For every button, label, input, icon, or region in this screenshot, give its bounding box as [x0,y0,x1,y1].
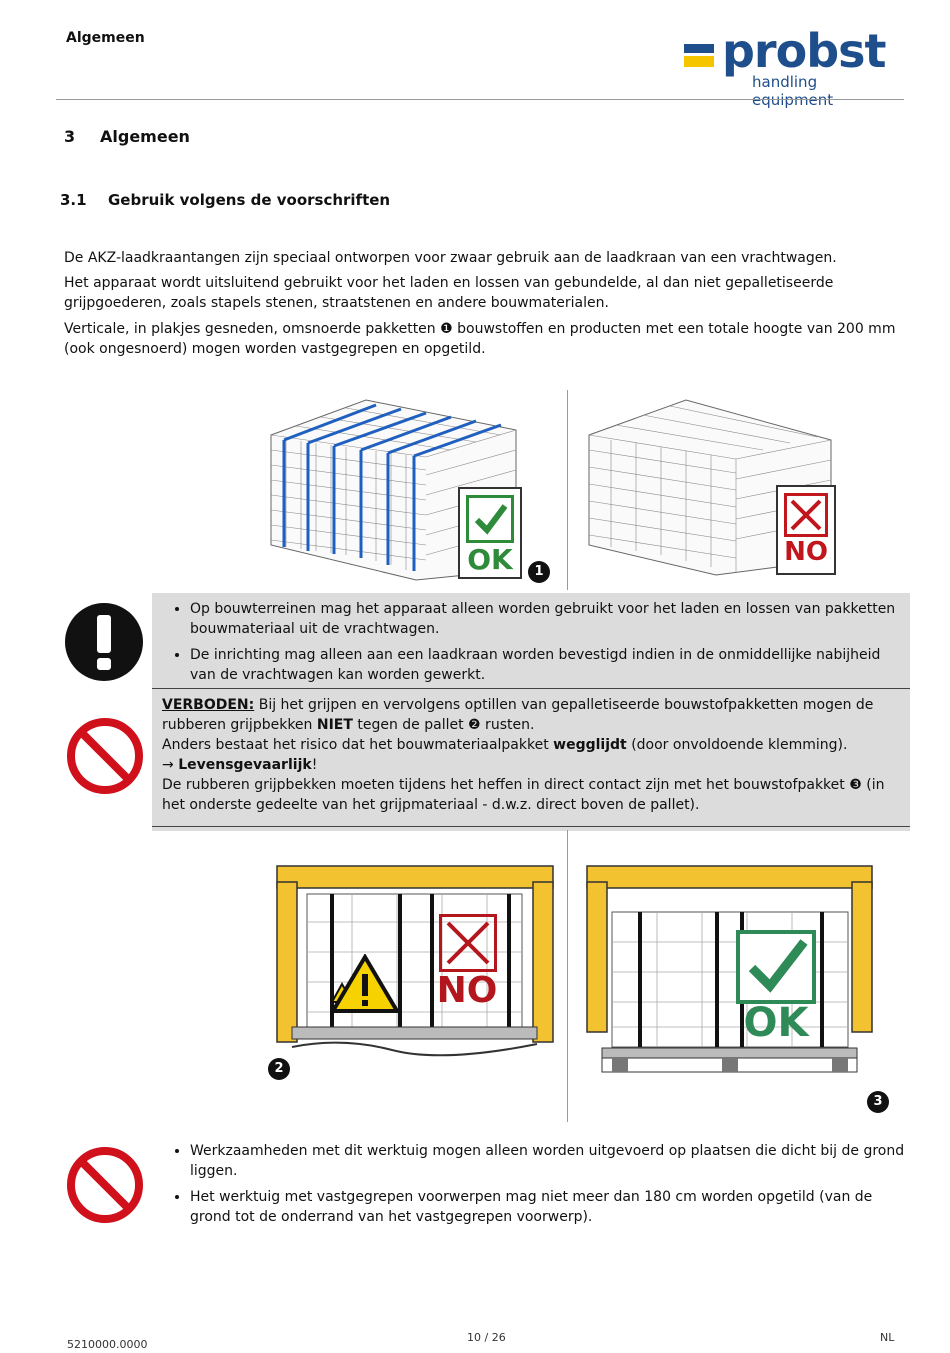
warning-box [152,593,910,694]
logo-wordmark: probst [722,24,886,78]
prohibition-line-2 [162,735,910,755]
gripper-wrong-illustration [272,862,557,1062]
ok-sign-2 [734,930,818,1045]
figure-gripper-on-package [582,862,877,1084]
warning-item-2: • De inrichting mag alleen aan een laadkraan worden bevestigd indien in de onmiddellijke nabijheid van de vrachtwagen kan worden gewerkt. [190,645,910,685]
logo-bar-blue [684,44,714,53]
subsection-title: Gebruik volgens de voorschriften [108,191,391,209]
intro-paragraph-1: De AKZ-laadkraantangen zijn speciaal ontworpen voor zwaar gebruik aan de laadkraan van een vrachtwagen. [64,250,837,266]
contact-text-b: (in het onderste gedeelte van het grijpmateriaal - d.w.z. direct boven de pallet). [162,777,885,813]
warning-item-1: • Op bouwterreinen mag het apparaat alleen worden gebruikt voor het laden en lossen van pakketten bouwmateriaal uit de vrachtwagen. [190,599,910,639]
para3-text-after: bouwstoffen en producten met een totale hoogte van 200 mm (ook ongesnoerd) mogen worden vastgegrepen en opgetild. [64,321,896,357]
prohibition-text-b: tegen de pallet [352,717,469,733]
cross-box-icon [784,493,828,537]
marker-2-icon: ❷ [468,717,481,733]
figure-unstrapped-package [586,395,842,580]
prohibition-text-c: rusten. [480,717,535,733]
section-title: Algemeen [100,127,190,146]
warning-list [152,599,910,685]
no-sign [776,485,836,575]
prohibition-icon [65,716,145,796]
risk-text-a: Anders bestaat het risico dat het bouwmateriaalpakket [162,737,554,753]
hazard-triangle-icon [330,954,400,1014]
box-separator [152,688,910,689]
arrow-right-icon: → [162,757,179,773]
contact-text-a: De rubberen grijpbekken moeten tijdens het heffen in direct contact zijn met het bouwstofpakket [162,777,850,793]
para3-text-before: Verticale, in plakjes gesneden, omsnoerde pakketten [64,321,441,337]
restrictions-list [152,1141,910,1227]
marker-3-icon: ❸ [849,777,862,793]
prohibition-niet: NIET [316,717,353,733]
section-number: 3 [64,127,76,146]
logo-tagline: handling equipment [752,73,834,109]
header-title: Algemeen [66,30,145,46]
restriction-item-2: • Het werktuig met vastgegrepen voorwerpen mag niet meer dan 180 cm worden opgetild (van de grond tot de onderrand van het vastgegrepen voorwerp). [190,1187,910,1227]
bottom-restrictions [152,1141,910,1227]
ok-label-2: OK [743,1000,809,1046]
danger-exclaim: ! [311,757,318,773]
exclamation-warning-icon [65,603,143,681]
ok-sign [458,487,522,579]
prohibition-label: VERBODEN: [162,697,255,713]
language-code: NL [880,1331,895,1344]
ok-label: OK [467,543,513,576]
risk-text-b: (door onvoldoende klemming). [626,737,848,753]
no-sign-2 [435,914,499,1012]
box-bottom-line [152,826,910,827]
marker-3-badge: 3 [867,1091,889,1113]
figure-gripper-on-pallet [272,862,557,1062]
logo-bar-yellow [684,56,714,67]
marker-1-badge: 1 [528,561,550,583]
risk-wegglijdt: wegglijdt [553,737,627,753]
probst-logo [684,24,894,109]
danger-text: Levensgevaarlijk [178,757,312,773]
prohibition-line-3 [162,755,910,775]
gripper-correct-illustration [582,862,877,1084]
prohibition-text-a: Bij het grijpen en vervolgens optillen van gepalletiseerde bouwstofpakketten mogen de rubberen grijpbekken [162,697,874,733]
marker-2-badge: 2 [268,1058,290,1080]
figure2-divider [567,830,568,1122]
header-divider [56,99,904,100]
figure-strapped-package [266,395,556,587]
intro-paragraph-2: Het apparaat wordt uitsluitend gebruikt voor het laden en lossen van gebundelde, al dan niet gepalletiseerde grijpgoederen, zoals stapels stenen, straatstenen en andere bouwmaterialen. [64,275,834,311]
document-number: 5210000.0000 [67,1338,148,1351]
check-box-icon [466,495,514,543]
prohibition-line-1 [162,695,910,735]
intro-paragraph-3 [64,319,904,359]
prohibition-icon-2 [65,1145,145,1225]
prohibition-line-4 [162,775,910,815]
prohibition-box [152,690,910,831]
page-number: 10 / 26 [467,1331,506,1344]
cross-box-icon-2 [439,914,497,972]
marker-1-icon: ❶ [440,321,453,337]
restriction-item-1: • Werkzaamheden met dit werktuig mogen alleen worden uitgevoerd op plaatsen die dicht bij de grond liggen. [190,1141,910,1181]
subsection-number: 3.1 [60,191,87,209]
no-label: NO [784,537,828,567]
figure1-divider [567,390,568,590]
no-label-2: NO [436,970,498,1011]
check-box-icon-2 [736,930,816,1004]
